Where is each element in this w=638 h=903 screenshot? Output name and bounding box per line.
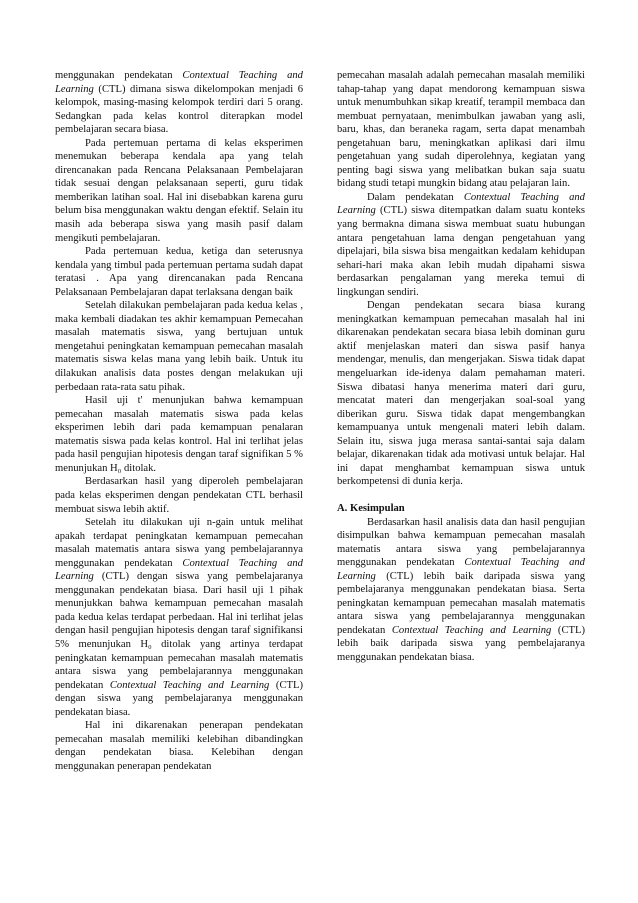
paragraph: Pada pertemuan pertama di kelas eksperimen menemukan beberapa kendala apa yang telah direncanakan pada Rencana Pelaksanaan Pembelajaran tidak sesuai dengan pelaksanaan seperti, guru tidak memberikan latihan soal. Hal ini disebabkan karena guru belum bisa menggunakan waktu dengan efektif. Selain itu masih ada beberapa siswa yang masih pasif dalam mengikuti pembelajaran. bbox=[55, 137, 303, 244]
paragraph: Setelah itu dilakukan uji n-gain untuk melihat apakah terdapat peningkatan kemampuan pemecahan masalah matematis antara siswa yang pembelajarannya menggunakan pendekatan Contextual Teaching and Learning (CTL) dengan siswa yang pembelajaranya menggunakan pendekatan biasa. Dari hasil uji 1 pihak menunjukkan bahwa kemampuan pemecahan masalah pada kedua kelas terdapat perbedaan. Hal ini terlihat jelas dengan hasil pengujian hipotesis dengan taraf signifikansi 5% menunjukan H₀ ditolak yang artinya terdapat peningkatan kemampuan pemecahan masalah matematis antara siswa yang pembelajarannya menggunakan pendekatan Contextual Teaching and Learning (CTL) dengan siswa yang pembelajaranya menggunakan pendekatan biasa. bbox=[55, 517, 303, 718]
section-heading: A. Kesimpulan bbox=[337, 502, 405, 514]
paragraph: pemecahan masalah adalah pemecahan masalah memiliki tahap-tahap yang dapat mendorong kemampuan siswa untuk menumbuhkan sikap kreatif, terampil membaca dan membuat pernyataan, menimbulkan jawaban yang asli, baru, khas, dan beraneka ragam, serta dapat menambah pengetahuan baru, meningkatkan aplikasi dari ilmu pengetahuan yang sudah diperolehnya, kegiatan yang penting bagi siswa yang melibatkan bukan saja suatu bidang studi tetapi mungkin bidang atau pelajaran lain. bbox=[337, 70, 585, 190]
paragraph: Dengan pendekatan secara biasa kurang meningkatkan kemampuan pemecahan masalah hal ini dikarenakan pendekatan secara biasa lebih dominan guru aktif menjelaskan materi dan siswa pasif hanya mendengar, menulis, dan mengerjakan. Siswa tidak dapat mengeluarkan ide-idenya dalam pemahaman materi. Siswa dibatasi hanya menerima materi dari guru, mencatat materi dan mengerjakan soal-soal yang diberikan guru. Siswa tidak dapat mengembangkan kemampuanya untuk mengenali materi lebih dalam. Selain itu, siswa juga merasa santai-santai saja dalam belajar, dikarenakan tidak ada motivasi untuk belajar. Hal ini dapat menghambat kemampuan siswa untuk berkompetensi di dunia kerja. bbox=[337, 300, 585, 488]
paragraph: Hasil uji t' menunjukan bahwa kemampuan pemecahan masalah matematis siswa pada kelas eksperimen lebih dari pada kemampuan penalaran matematis siswa pada kelas kontrol. Hal ini terlihat jelas pada hasil pengujian hipotesis dengan taraf signifikan 5 % menunjukan H₀ ditolak. bbox=[55, 395, 303, 474]
conclusion-paragraph: Berdasarkan hasil analisis data dan hasil pengujian disimpulkan bahwa kemampuan pemecahan masalah matematis antara siswa yang pembelajarannya menggunakan pendekatan Contextual Teaching and Learning (CTL) lebih baik daripada siswa yang pembelajaranya menggunakan pendekatan biasa. Serta peningkatan kemampuan pemecahan masalah matematis antara siswa yang pembelajarannya menggunakan pendekatan Contextual Teaching and Learning (CTL) lebih baik daripada siswa yang pembelajaranya menggunakan pendekatan biasa. bbox=[337, 516, 585, 663]
paragraph: Dalam pendekatan Contextual Teaching and Learning (CTL) siswa ditempatkan dalam suatu konteks yang bermakna dimana siswa membuat suatu hubungan antara pengetahuan lama dengan pengetahuan yang dipelajari, bila siswa bisa mengaitkan kedalam kehidupan sehari-hari maka akan lebih mudah dipahami siswa berdasarkan pengalaman yang mereka temui di lingkungan sendiri. bbox=[337, 191, 585, 298]
right-column bbox=[337, 69, 585, 665]
paragraph: menggunakan pendekatan Contextual Teaching and Learning (CTL) dimana siswa dikelompokan menjadi 6 kelompok, masing-masing kelompok terdiri dari 5 orang. Sedangkan pada kelas kontrol diterapkan model pembelajaran secara biasa. bbox=[55, 70, 303, 136]
paragraph: Hal ini dikarenakan penerapan pendekatan pemecahan masalah memiliki kelebihan dibandingkan dengan pendekatan biasa. Kelebihan dengan menggunakan penerapan pendekatan bbox=[55, 720, 303, 772]
paragraph: Setelah dilakukan pembelajaran pada kedua kelas , maka kembali diadakan tes akhir kemampuan Pemecahan masalah matematis siswa, yang bertujuan untuk mengetahui peningkatan kemampuan pemecahan masalah matematis siswa kelas mana yang lebih baik. Untuk itu dilakukan analisis data postes dengan melakukan uji perbedaan rata-rata satu pihak. bbox=[55, 300, 303, 393]
left-column bbox=[55, 69, 303, 773]
paragraph: Berdasarkan hasil yang diperoleh pembelajaran pada kelas eksperimen dengan pendekatan CTL berhasil membuat siswa lebih aktif. bbox=[55, 476, 303, 515]
paragraph: Pada pertemuan kedua, ketiga dan seterusnya kendala yang timbul pada pertemuan pertama sudah dapat teratasi . Apa yang direncanakan pada Rencana Pelaksanaan Pembelajaran dapat terlaksana dengan baik bbox=[55, 246, 303, 298]
